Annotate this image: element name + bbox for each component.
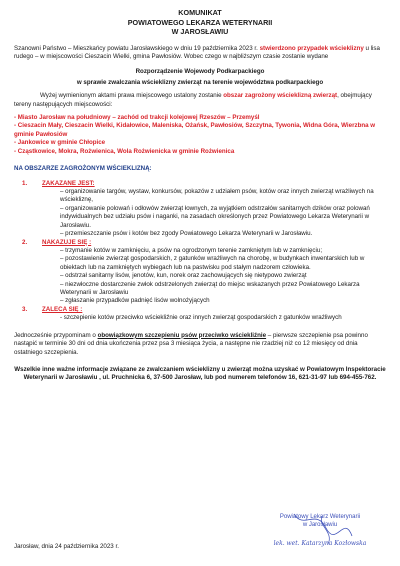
section-item: – organizowanie targów, wystaw, konkursów, pokazów z udziałem psów, kotów oraz innych zwierząt wrażliwych na wściekliznę,: [60, 187, 374, 204]
intro-highlight: stwierdzono przypadek wścieklizny: [259, 44, 364, 52]
section-item: - szczepienie kotów przeciwko wściekliźnie oraz innych zwierząt gospodarskich z gatunków wrażliwych: [60, 314, 342, 322]
document-date: Jarosław, dnia 24 października 2023 r.: [14, 543, 119, 550]
section-title: NAKAZUJE SIĘ :: [42, 238, 92, 246]
zone-intro-text-2: , obejmujący tereny następujących miejscowości:: [14, 92, 372, 108]
section-item: – zgłaszanie przypadków padnięć lisów wolnożyjących: [60, 297, 210, 305]
intro-text-2: u lisa rudego – w miejscowości Cieszacin Wielki, gmina Pawłosiów. Wobec czego w najbliższym czasie zostanie wydane: [14, 44, 380, 60]
zone-intro-paragraph: [14, 92, 386, 109]
section-title: ZALECA SIĘ :: [42, 305, 83, 313]
zone-intro-highlight: obszar zagrożony wścieklizną zwierząt: [223, 92, 338, 100]
section-item: – odstrzał sanitarny lisów, jenotów, kun, norek oraz zachowujących się nietypowo zwierząt: [60, 272, 307, 280]
section-required: [22, 238, 386, 306]
zone-intro-text-1: Wyżej wymienionym aktami prawa miejscowego ustalony zostanie: [40, 92, 224, 100]
section-item-list: [60, 247, 386, 306]
contact-info-paragraph: Wszelkie inne ważne informacje związane ze zwalczaniem wścieklizny u zwierząt można uzyskać w Powiatowym Inspektoracie Weterynarii w Jarosławiu , ul. Pruchnicka 6, 37-500 Jarosław, lub pod numerem telefonów 16, 621-31-97 lub 694-455-762.: [14, 366, 386, 382]
regulation-title: Rozporządzenie Wojewody Podkarpackiego: [135, 68, 265, 76]
stamp-line-2: w Jarosławiu: [302, 521, 338, 528]
area-item: - Cieszacin Mały, Cieszacin Wielki, Kidałowice, Maleniska, Ożańsk, Pawłosiów, Szczytna, Tywonia, Widna Góra, Wierzbna w gminie Pawłosiów: [14, 122, 376, 138]
vaccination-text-1: Jednocześnie przypominam o: [14, 331, 98, 339]
regulation-subtitle: w sprawie zwalczania wścieklizny zwierząt na terenie województwa podkarpackiego: [76, 78, 324, 86]
section-recommended: [22, 305, 386, 323]
section-number: 2.: [22, 238, 28, 246]
area-item: - Cząstkowice, Mokra, Rożwienica, Wola Rożwienicka w gminie Rożwienica: [14, 147, 235, 155]
section-prohibited: [22, 179, 386, 239]
vaccination-text-2: – pierwsze szczepienie psa powinno nastąpić w terminie 30 dni od dnia ukończenia przez psa 3 miesiąca życia, a następne nie rzadziej niż co 12 miesięcy od dnia ostatniego szczepienia.: [14, 331, 368, 356]
document-title: [14, 8, 386, 37]
section-number: 3.: [22, 305, 28, 313]
title-line-2: POWIATOWEGO LEKARZA WETERYNARII: [127, 17, 273, 27]
stamp-line-1: Powiatowy Lekarz Weterynarii: [279, 514, 361, 520]
section-item: – pozostawienie zwierząt gospodarskich, z gatunków wrażliwych na chorobę, w budynkach inwentarskich lub w obiektach lub na zamkniętych wybiegach lub na pastwisku pod stałym nadzorem człowieka.: [60, 255, 365, 271]
section-item-list: [60, 188, 386, 239]
section-item: – trzymanie kotów w zamknięciu, a psów na ogrodzonym terenie zamkniętym lub w zamknięciu;: [60, 246, 323, 254]
area-item: - Jankowice w gminie Chłopice: [14, 139, 106, 147]
section-item: – niezwłoczne dostarczenie zwłok odstrzelonych zwierząt do miejsc wskazanych przez Powiatowego Lekarza Weterynarii w Jarosławiu: [60, 280, 360, 297]
vaccination-highlight: obowiązkowym szczepieniu psów przeciwko wściekliźnie: [97, 331, 267, 339]
section-title: ZAKAZANE JEST:: [42, 179, 95, 187]
area-item: - Miasto Jarosław na południowy – zachód od trakcji kolejowej Rzeszów – Przemyśl: [14, 114, 260, 122]
section-number: 1.: [22, 179, 28, 187]
section-item: – przemieszczanie psów i kotów bez zgody Powiatowego Lekarza Weterynarii w Jarosławiu.: [60, 230, 313, 238]
title-line-3: W JAROSŁAWIU: [171, 27, 229, 36]
title-line-1: KOMUNIKAT: [178, 8, 222, 17]
vaccination-paragraph: [14, 332, 386, 357]
zone-heading: NA OBSZARZE ZAGROŻONYM WŚCIEKLIZNĄ:: [14, 165, 152, 173]
stamp-scribble-icon: [264, 510, 376, 558]
signature-line: lek. wet. Katarzyna Kozłowska: [273, 540, 367, 547]
section-item: – organizowanie polowań i odłowów zwierząt łownych, za wyjątkiem odstrzałów sanitarnych dzików oraz polowań indywidualnych bez udziału psów i naganki, na zasadach określonych przez Powiatowego Lekarza Weterynarii w Jarosławiu.: [60, 204, 370, 229]
official-stamp: [264, 510, 376, 558]
section-item-list: [60, 314, 386, 322]
intro-paragraph: [14, 45, 386, 62]
area-list: [14, 114, 386, 156]
intro-text-1: Szanowni Państwo – Mieszkańcy powiatu Jarosławskiego w dniu 19 października 2023 r.: [14, 44, 258, 52]
